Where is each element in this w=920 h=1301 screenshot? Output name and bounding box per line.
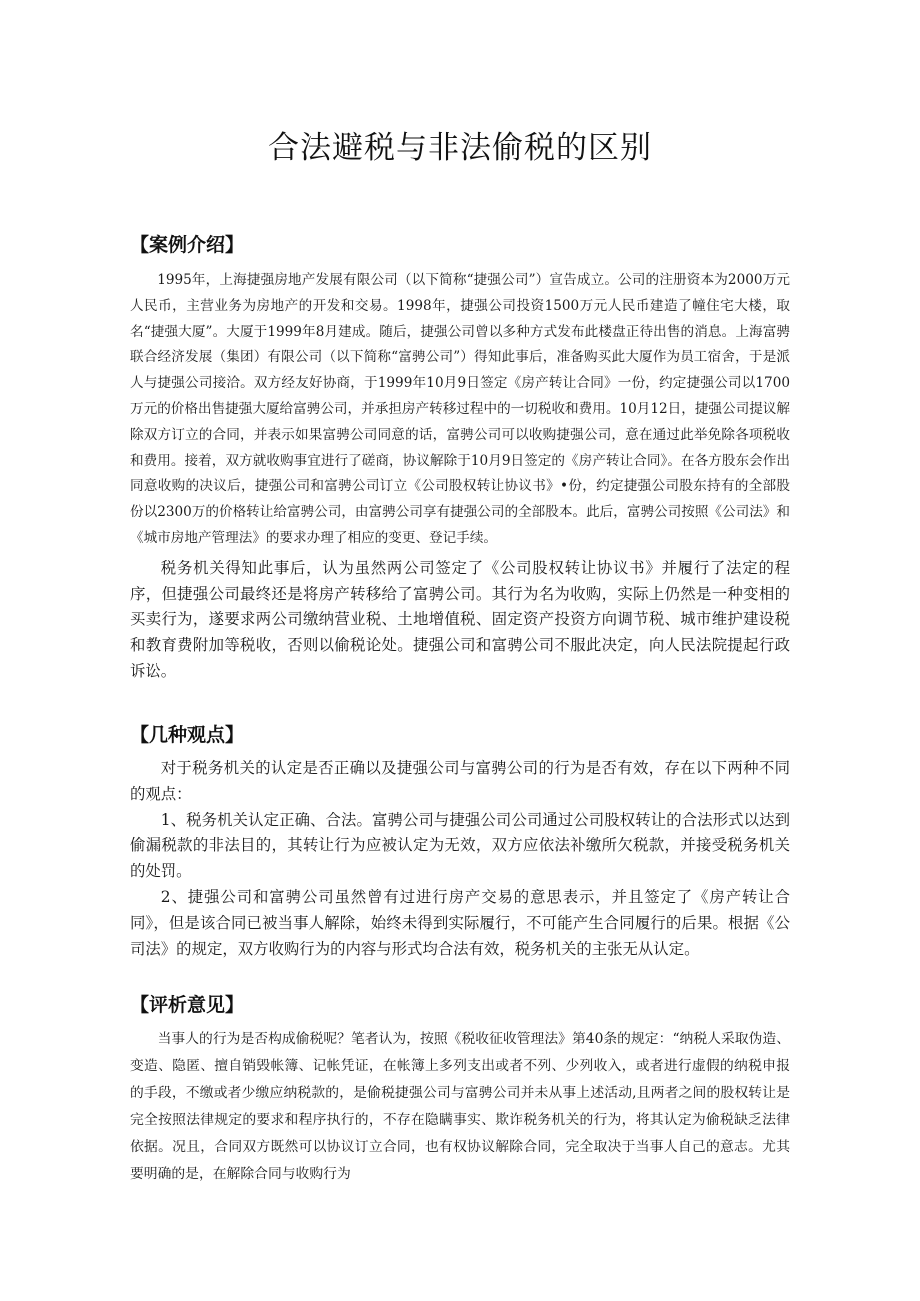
case-paragraph-1: 1995年，上海捷强房地产发展有限公司（以下简称“捷强公司”）宣告成立。公司的注册资本为2000万元人民币，主营业务为房地产的开发和交易。1998年，捷强公司投资1500万元人民币建造了幢住宅大楼，取名“捷强大厦”。大厦于1999年8月建成。随后，捷强公司曾以多种方式发布此楼盘正待出售的消息。上海富骋联合经济发展（集团）有限公司（以下简称“富骋公司”）得知此事后，准备购买此大厦作为员工宿舍，于是派人与捷强公司接洽。双方经友好协商，于1999年10月9日签定《房产转让合同》一份，约定捷强公司以1700万元的价格出售捷强大厦给富骋公司，并承担房产转移过程中的一切税收和费用。10月12日，捷强公司提议解除双方订立的合同，并表示如果富骋公司同意的话，富骋公司可以收购捷强公司，意在通过此举免除各项税收和费用。接着，双方就收购事宜进行了磋商，协议解除于10月9日签定的《房产转让合同》。在各方股东会作出同意收购的决议后，捷强公司和富骋公司订立《公司股权转让协议书》•份，约定捷强公司股东持有的全部股份以2300万的价格转让给富骋公司，由富骋公司享有捷强公司的全部股本。此后，富骋公司按照《公司法》和《城市房地产管理法》的要求办理了相应的变更、登记手续。 — [130, 272, 790, 546]
section-case-introduction — [130, 230, 790, 685]
document-title: 合法避税与非法偷税的区别 — [268, 130, 652, 166]
views-paragraph-2: 2、捷强公司和富骋公司虽然曾有过进行房产交易的意思表示，并且签定了《房产转让合同》，但是该合同已被当事人解除，始终未得到实际履行，不可能产生合同履行的后果。根据《公司法》的规定，双方收购行为的内容与形式均合法有效，税务机关的主张无从认定。 — [130, 887, 790, 958]
views-paragraph-intro: 对于税务机关的认定是否正确以及捷强公司与富骋公司的行为是否有效，存在以下两种不同的观点： — [130, 759, 790, 803]
section-views — [130, 720, 790, 962]
section-heading-commentary: 【评析意见】 — [130, 994, 245, 1016]
case-paragraph-2: 税务机关得知此事后，认为虽然两公司签定了《公司股权转让协议书》并履行了法定的程序，但捷强公司最终还是将房产转移给了富骋公司。其行为名为收购，实际上仍然是一种变相的买卖行为，遂要求两公司缴纳营业税、土地增值税、固定资产投资方向调节税、城市维护建设税和教育费附加等税收，否则以偷税论处。捷强公司和富骋公司不服此决定，向人民法院提起行政诉讼。 — [130, 558, 790, 680]
section-heading-views: 【几种观点】 — [130, 724, 245, 746]
commentary-paragraph-1: 当事人的行为是否构成偷税呢？笔者认为，按照《税收征收管理法》第40条的规定：“纳税人采取伪造、变造、隐匿、擅自销毁帐簿、记帐凭证，在帐簿上多列支出或者不列、少列收入，或者进行虚假的纳税申报的手段，不缴或者少缴应纳税款的，是偷税捷强公司与富骋公司并未从事上述活动,且两者之间的股权转让是完全按照法律规定的要求和程序执行的，不存在隐瞒事实、欺诈税务机关的行为，将其认定为偷税缺乏法律依据。况且，合同双方既然可以协议订立合同，也有权协议解除合同，完全取决于当事人自己的意志。尤其要明确的是，在解除合同与收购行为 — [130, 1031, 790, 1182]
section-heading-case: 【案例介绍】 — [130, 234, 245, 256]
section-commentary — [130, 990, 790, 1188]
views-paragraph-1: 1、税务机关认定正确、合法。富骋公司与捷强公司公司通过公司股权转让的合法形式以达到偷漏税款的非法目的，其转让行为应被认定为无效，双方应依法补缴所欠税款，并接受税务机关的处罚。 — [130, 810, 790, 881]
